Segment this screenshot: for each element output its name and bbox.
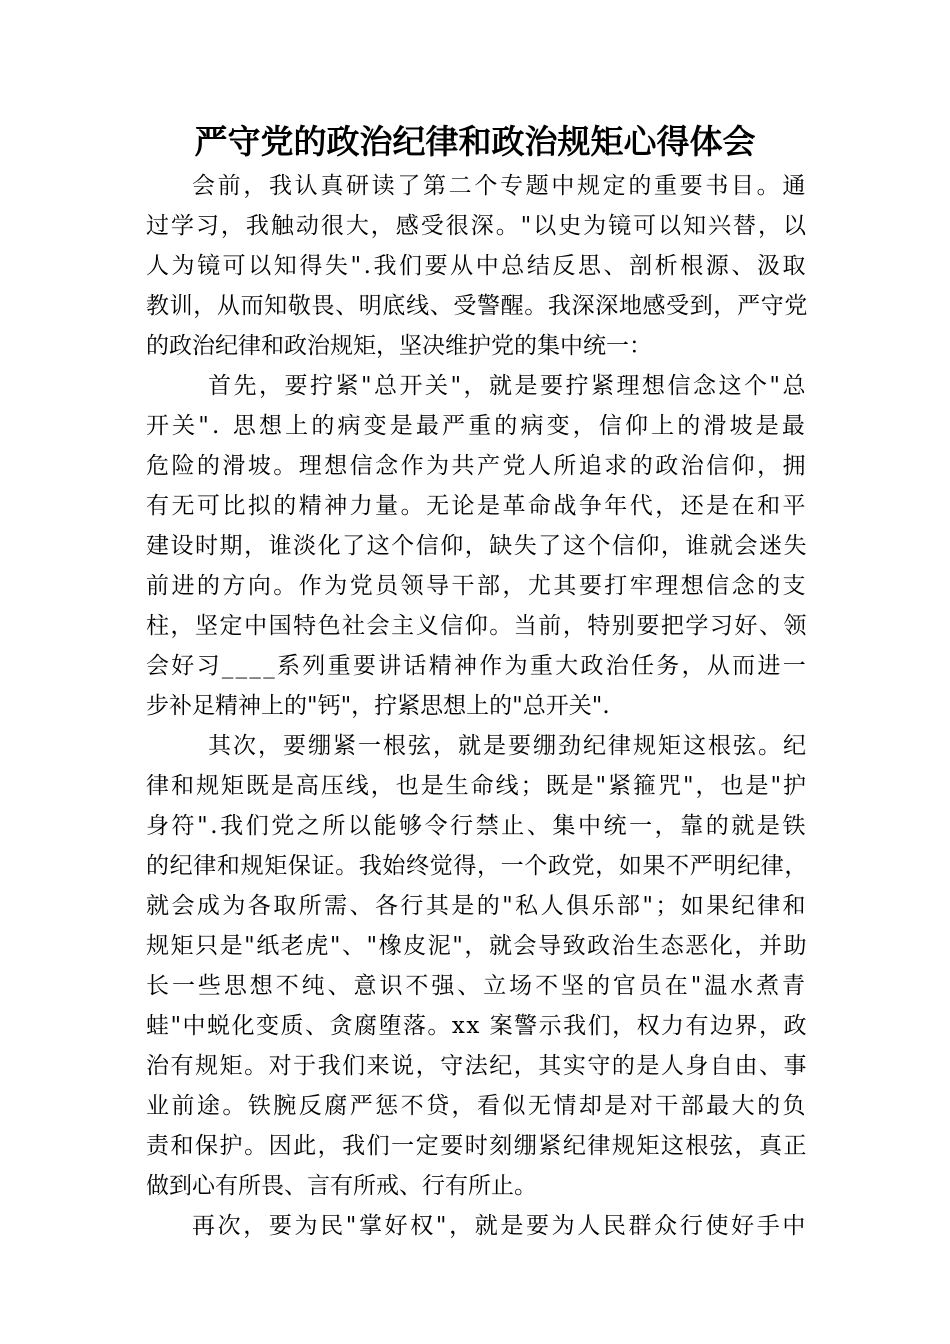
text-line: 律和规矩既是高压线，也是生命线；既是"紧箍咒"，也是"护 xyxy=(146,773,808,799)
text-line: 前进的方向。作为党员领导干部，尤其要打牢理想信念的支 xyxy=(146,573,808,599)
text-line: 会前，我认真研读了第二个专题中规定的重要书目。通 xyxy=(192,173,808,199)
text-line: 教训，从而知敬畏、明底线、受警醒。我深深地感受到，严守党 xyxy=(146,293,808,319)
text-line: 责和保护。因此，我们一定要时刻绷紧纪律规矩这根弦，真正 xyxy=(146,1133,808,1159)
text-line: 再次，要为民"掌好权"，就是要为人民群众行使好手中 xyxy=(192,1213,808,1239)
text-line: 会好习____系列重要讲话精神作为重大政治任务，从而进一 xyxy=(146,653,808,679)
document-title: 严守党的政治纪律和政治规矩心得体会 xyxy=(194,122,756,161)
text-line: 的纪律和规矩保证。我始终觉得，一个政党，如果不严明纪律， xyxy=(146,853,808,879)
document-body xyxy=(146,166,808,1246)
paragraph xyxy=(146,166,808,366)
text-line: 过学习，我触动很大，感受很深。"以史为镜可以知兴替，以 xyxy=(146,213,808,239)
text-line: 长一些思想不纯、意识不强、立场不坚的官员在"温水煮青 xyxy=(146,973,808,999)
paragraph xyxy=(146,726,808,1206)
text-line: 蛙"中蜕化变质、贪腐堕落。xx 案警示我们，权力有边界，政 xyxy=(146,1013,808,1039)
paragraph xyxy=(146,1206,808,1246)
text-line: 有无可比拟的精神力量。无论是革命战争年代，还是在和平 xyxy=(146,493,808,519)
text-line: 治有规矩。对于我们来说，守法纪，其实守的是人身自由、事 xyxy=(146,1053,808,1079)
paragraph xyxy=(146,366,808,726)
text-line: 步补足精神上的"钙"，拧紧思想上的"总开关". xyxy=(146,693,610,719)
text-line: 规矩只是"纸老虎"、"橡皮泥"，就会导致政治生态恶化，并助 xyxy=(146,933,808,959)
text-line: 其次，要绷紧一根弦，就是要绷劲纪律规矩这根弦。纪 xyxy=(208,733,808,759)
text-line: 柱，坚定中国特色社会主义信仰。当前，特别要把学习好、领 xyxy=(146,613,808,639)
text-line: 做到心有所畏、言有所戒、行有所止。 xyxy=(146,1173,537,1199)
text-line: 开关". 思想上的病变是最严重的病变，信仰上的滑坡是最 xyxy=(146,413,808,439)
text-line: 人为镜可以知得失".我们要从中总结反思、剖析根源、汲取 xyxy=(146,253,808,279)
text-line: 身符".我们党之所以能够令行禁止、集中统一，靠的就是铁 xyxy=(146,813,808,839)
text-line: 就会成为各取所需、各行其是的"私人俱乐部"；如果纪律和 xyxy=(146,893,808,919)
text-line: 的政治纪律和政治规矩，坚决维护党的集中统一： xyxy=(146,333,652,359)
text-line: 业前途。铁腕反腐严惩不贷，看似无情却是对干部最大的负 xyxy=(146,1093,808,1119)
text-line: 危险的滑坡。理想信念作为共产党人所追求的政治信仰，拥 xyxy=(146,453,808,479)
text-line: 首先，要拧紧"总开关"，就是要拧紧理想信念这个"总 xyxy=(208,373,808,399)
text-line: 建设时期，谁淡化了这个信仰，缺失了这个信仰，谁就会迷失 xyxy=(146,533,808,559)
